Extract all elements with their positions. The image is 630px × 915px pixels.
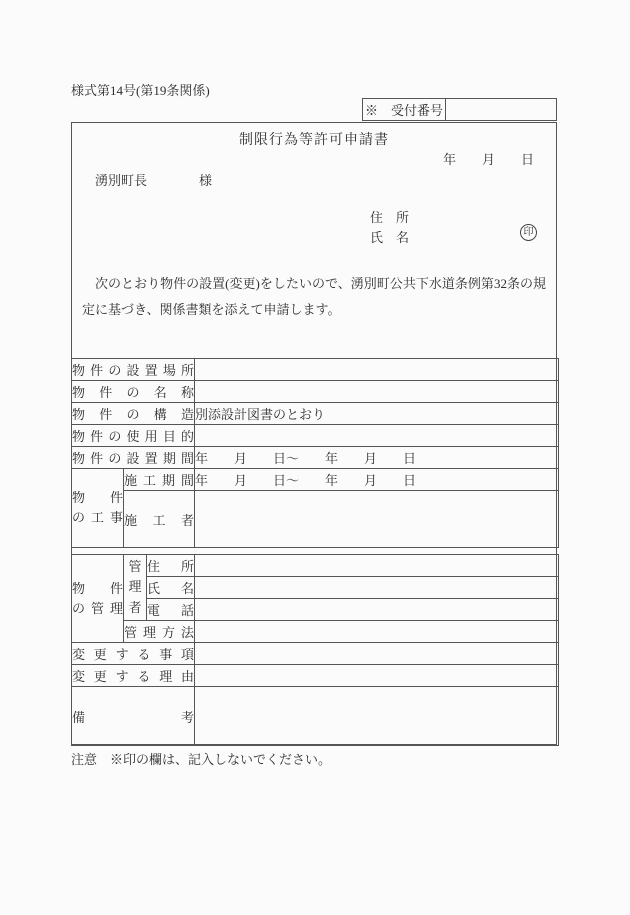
manager-name-label: 氏名 — [147, 581, 194, 596]
table-row — [72, 491, 559, 548]
footer-note: 注意 ※印の欄は、記入しないでください。 — [71, 752, 332, 767]
construction-period-value: 年 月 日～ 年 月 日 — [195, 469, 559, 491]
table-row — [72, 643, 559, 665]
application-detail-table — [71, 358, 559, 746]
manager-name-value — [195, 577, 559, 599]
table-row — [72, 621, 559, 643]
form-number: 様式第14号(第19条関係) — [71, 83, 210, 98]
manager-address-label: 住所 — [147, 559, 194, 574]
applicant-name-label: 氏 名 — [370, 230, 410, 245]
application-form-box — [71, 122, 557, 745]
application-statement: 次のとおり物件の設置(変更)をしたいので、湧別町公共下水道条例第32条の規定に基づき、関係書類を添えて申請します。 — [82, 276, 546, 317]
purpose-value — [195, 425, 559, 447]
manager-label: 管理者 — [124, 555, 147, 621]
reception-number-box — [362, 98, 557, 121]
date-line: 年 月 日 — [442, 152, 534, 167]
table-row — [72, 555, 559, 577]
remarks-label: 備考 — [72, 709, 194, 725]
table-row — [72, 381, 559, 403]
construction-period-label: 施工期間 — [124, 473, 194, 488]
property-name-value — [195, 381, 559, 403]
install-period-value: 年 月 日～ 年 月 日 — [195, 447, 559, 469]
purpose-label: 物件の使用目的 — [72, 429, 194, 444]
structure-value: 別添設計図書のとおり — [195, 403, 559, 425]
table-row — [72, 447, 559, 469]
location-value — [195, 359, 559, 381]
install-period-label: 物件の設置期間 — [72, 451, 194, 466]
construction-group-header: 物件 の工事 — [72, 469, 124, 548]
management-method-value — [195, 621, 559, 643]
table-row — [72, 403, 559, 425]
table-row — [72, 687, 559, 746]
applicant-address-label: 住 所 — [370, 210, 410, 225]
table-row — [72, 469, 559, 491]
seal-mark-icon: 印 — [520, 224, 537, 241]
change-reason-label: 変更する理由 — [72, 669, 194, 684]
management-group-header: 物件 の管理 — [72, 555, 124, 643]
table-row — [72, 425, 559, 447]
addressee-line: 湧別町長 様 — [95, 173, 213, 188]
table-row — [72, 665, 559, 687]
manager-address-value — [195, 555, 559, 577]
divider-cell — [72, 548, 559, 555]
structure-label: 物件の構造 — [72, 407, 194, 422]
change-items-label: 変更する事項 — [72, 647, 194, 662]
table-row — [72, 359, 559, 381]
location-label: 物件の設置場所 — [72, 363, 194, 378]
section-divider-row — [72, 548, 559, 555]
manager-phone-value — [195, 599, 559, 621]
management-method-label: 管理方法 — [124, 625, 194, 640]
reception-number-value — [446, 99, 556, 120]
reception-number-label: ※ 受付番号 — [363, 99, 446, 120]
change-items-value — [195, 643, 559, 665]
change-reason-value — [195, 665, 559, 687]
property-name-label: 物件の名称 — [72, 385, 194, 400]
contractor-label: 施工者 — [124, 512, 194, 528]
manager-phone-label: 電話 — [147, 603, 194, 618]
form-title: 制限行為等許可申請書 — [239, 133, 389, 148]
remarks-value — [195, 687, 559, 746]
contractor-value — [195, 491, 559, 548]
